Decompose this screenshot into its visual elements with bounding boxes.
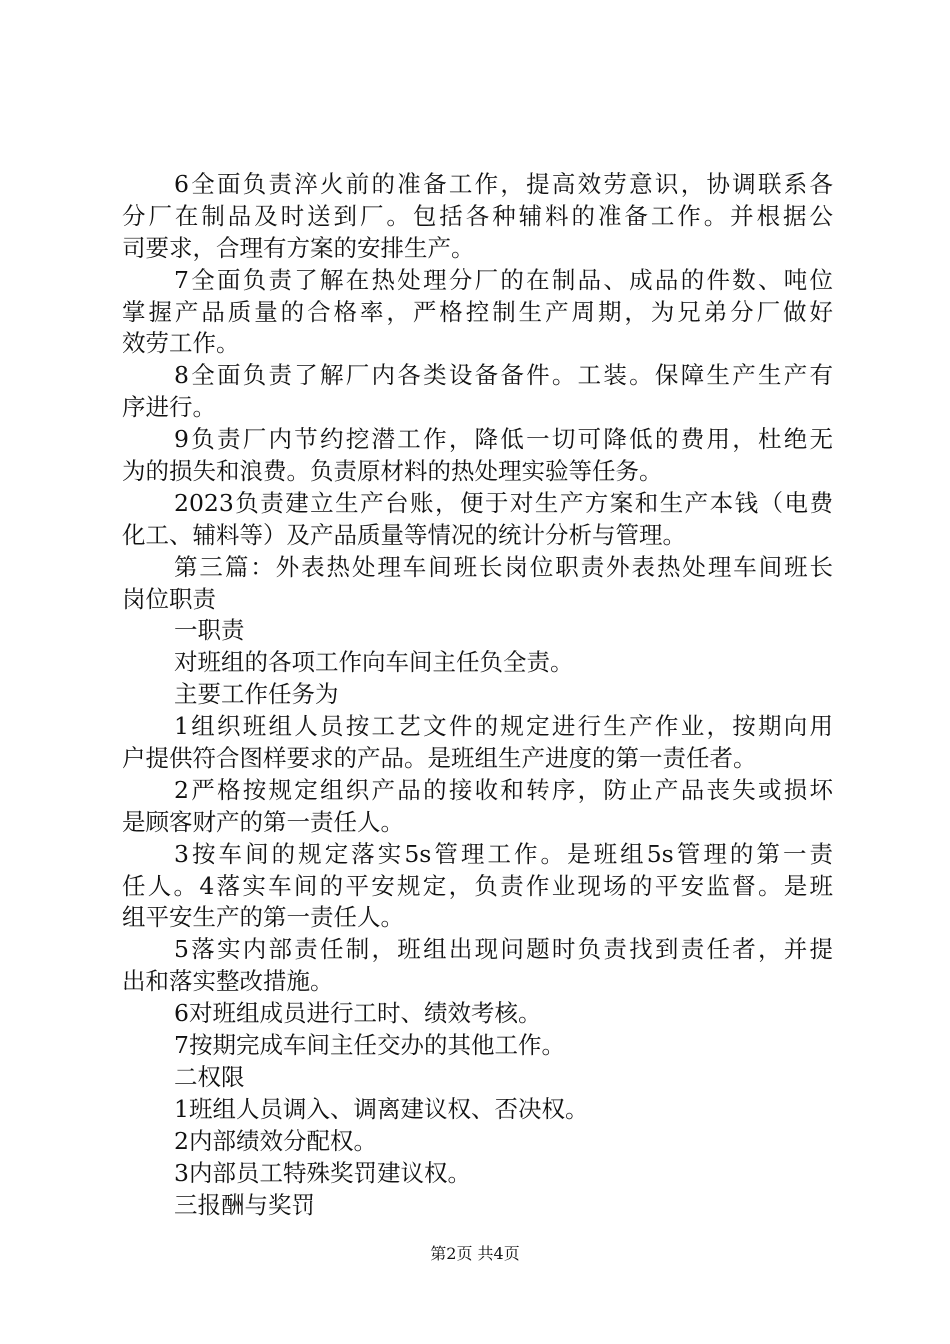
text-line: 户提供符合图样要求的产品。是班组生产进度的第一责任者。	[122, 744, 757, 773]
text-line: 1组织班组人员按工艺文件的规定进行生产作业，按期向用	[174, 712, 833, 741]
text-line: 化工、辅料等）及产品质量等情况的统计分析与管理。	[122, 520, 686, 549]
text-line: 对班组的各项工作向车间主任负全责。	[174, 648, 574, 677]
paragraph	[122, 839, 833, 935]
text-line: 出和落实整改措施。	[122, 967, 334, 996]
text-line: 分厂在制品及时送到厂。包括各种辅料的准备工作。并根据公	[122, 201, 833, 230]
text-line: 序进行。	[122, 393, 216, 422]
text-line: 任人。4落实车间的平安规定，负责作业现场的平安监督。是班	[122, 871, 833, 900]
text-line: 2内部绩效分配权。	[174, 1126, 377, 1155]
text-line: 第三篇：外表热处理车间班长岗位职责外表热处理车间班长	[174, 552, 833, 581]
paragraph	[122, 552, 833, 616]
text-line: 8全面负责了解厂内各类设备备件。工装。保障生产生产有	[174, 361, 833, 390]
text-line: 7全面负责了解在热处理分厂的在制品、成品的件数、吨位	[174, 265, 833, 294]
text-line: 一职责	[174, 616, 245, 645]
paragraph	[122, 488, 833, 552]
text-line: 效劳工作。	[122, 329, 240, 358]
paragraph	[122, 424, 833, 488]
text-line: 二权限	[174, 1062, 245, 1091]
paragraph	[122, 265, 833, 361]
paragraph	[122, 1094, 833, 1126]
paragraph	[122, 647, 833, 679]
text-line: 6对班组成员进行工时、绩效考核。	[174, 999, 542, 1028]
text-line: 三报酬与奖罚	[174, 1190, 315, 1219]
text-line: 5落实内部责任制，班组出现问题时负责找到责任者，并提	[174, 935, 833, 964]
text-line: 9负责厂内节约挖潜工作，降低一切可降低的费用，杜绝无	[174, 425, 833, 454]
text-line: 7按期完成车间主任交办的其他工作。	[174, 1031, 565, 1060]
text-line: 主要工作任务为	[174, 680, 339, 709]
paragraph	[122, 1062, 833, 1094]
text-line: 3内部员工特殊奖罚建议权。	[174, 1158, 471, 1187]
text-line: 司要求，合理有方案的安排生产。	[122, 233, 475, 262]
text-line: 2严格按规定组织产品的接收和转序，防止产品丧失或损坏	[174, 775, 833, 804]
paragraph	[122, 998, 833, 1030]
text-line: 3按车间的规定落实5s管理工作。是班组5s管理的第一责	[174, 839, 833, 868]
text-line: 岗位职责	[122, 584, 216, 613]
paragraph	[122, 711, 833, 775]
paragraph	[122, 775, 833, 839]
paragraph	[122, 679, 833, 711]
paragraph	[122, 1158, 833, 1190]
text-line: 1班组人员调入、调离建议权、否决权。	[174, 1094, 589, 1123]
text-line: 6全面负责淬火前的准备工作，提高效劳意识，协调联系各	[174, 170, 833, 198]
text-line: 2023负责建立生产台账，便于对生产方案和生产本钱（电费	[174, 488, 833, 517]
text-line: 是顾客财产的第一责任人。	[122, 807, 404, 836]
text-line: 掌握产品质量的合格率，严格控制生产周期，为兄弟分厂做好	[122, 297, 833, 326]
page-footer: 第2页 共4页	[430, 1244, 520, 1263]
paragraph	[122, 360, 833, 424]
paragraph	[122, 169, 833, 265]
paragraph	[122, 934, 833, 998]
text-line: 为的损失和浪费。负责原材料的热处理实验等任务。	[122, 457, 663, 486]
text-line: 组平安生产的第一责任人。	[122, 903, 404, 932]
document-body	[122, 169, 833, 1221]
paragraph	[122, 1190, 833, 1222]
paragraph	[122, 1126, 833, 1158]
paragraph	[122, 615, 833, 647]
paragraph	[122, 1030, 833, 1062]
